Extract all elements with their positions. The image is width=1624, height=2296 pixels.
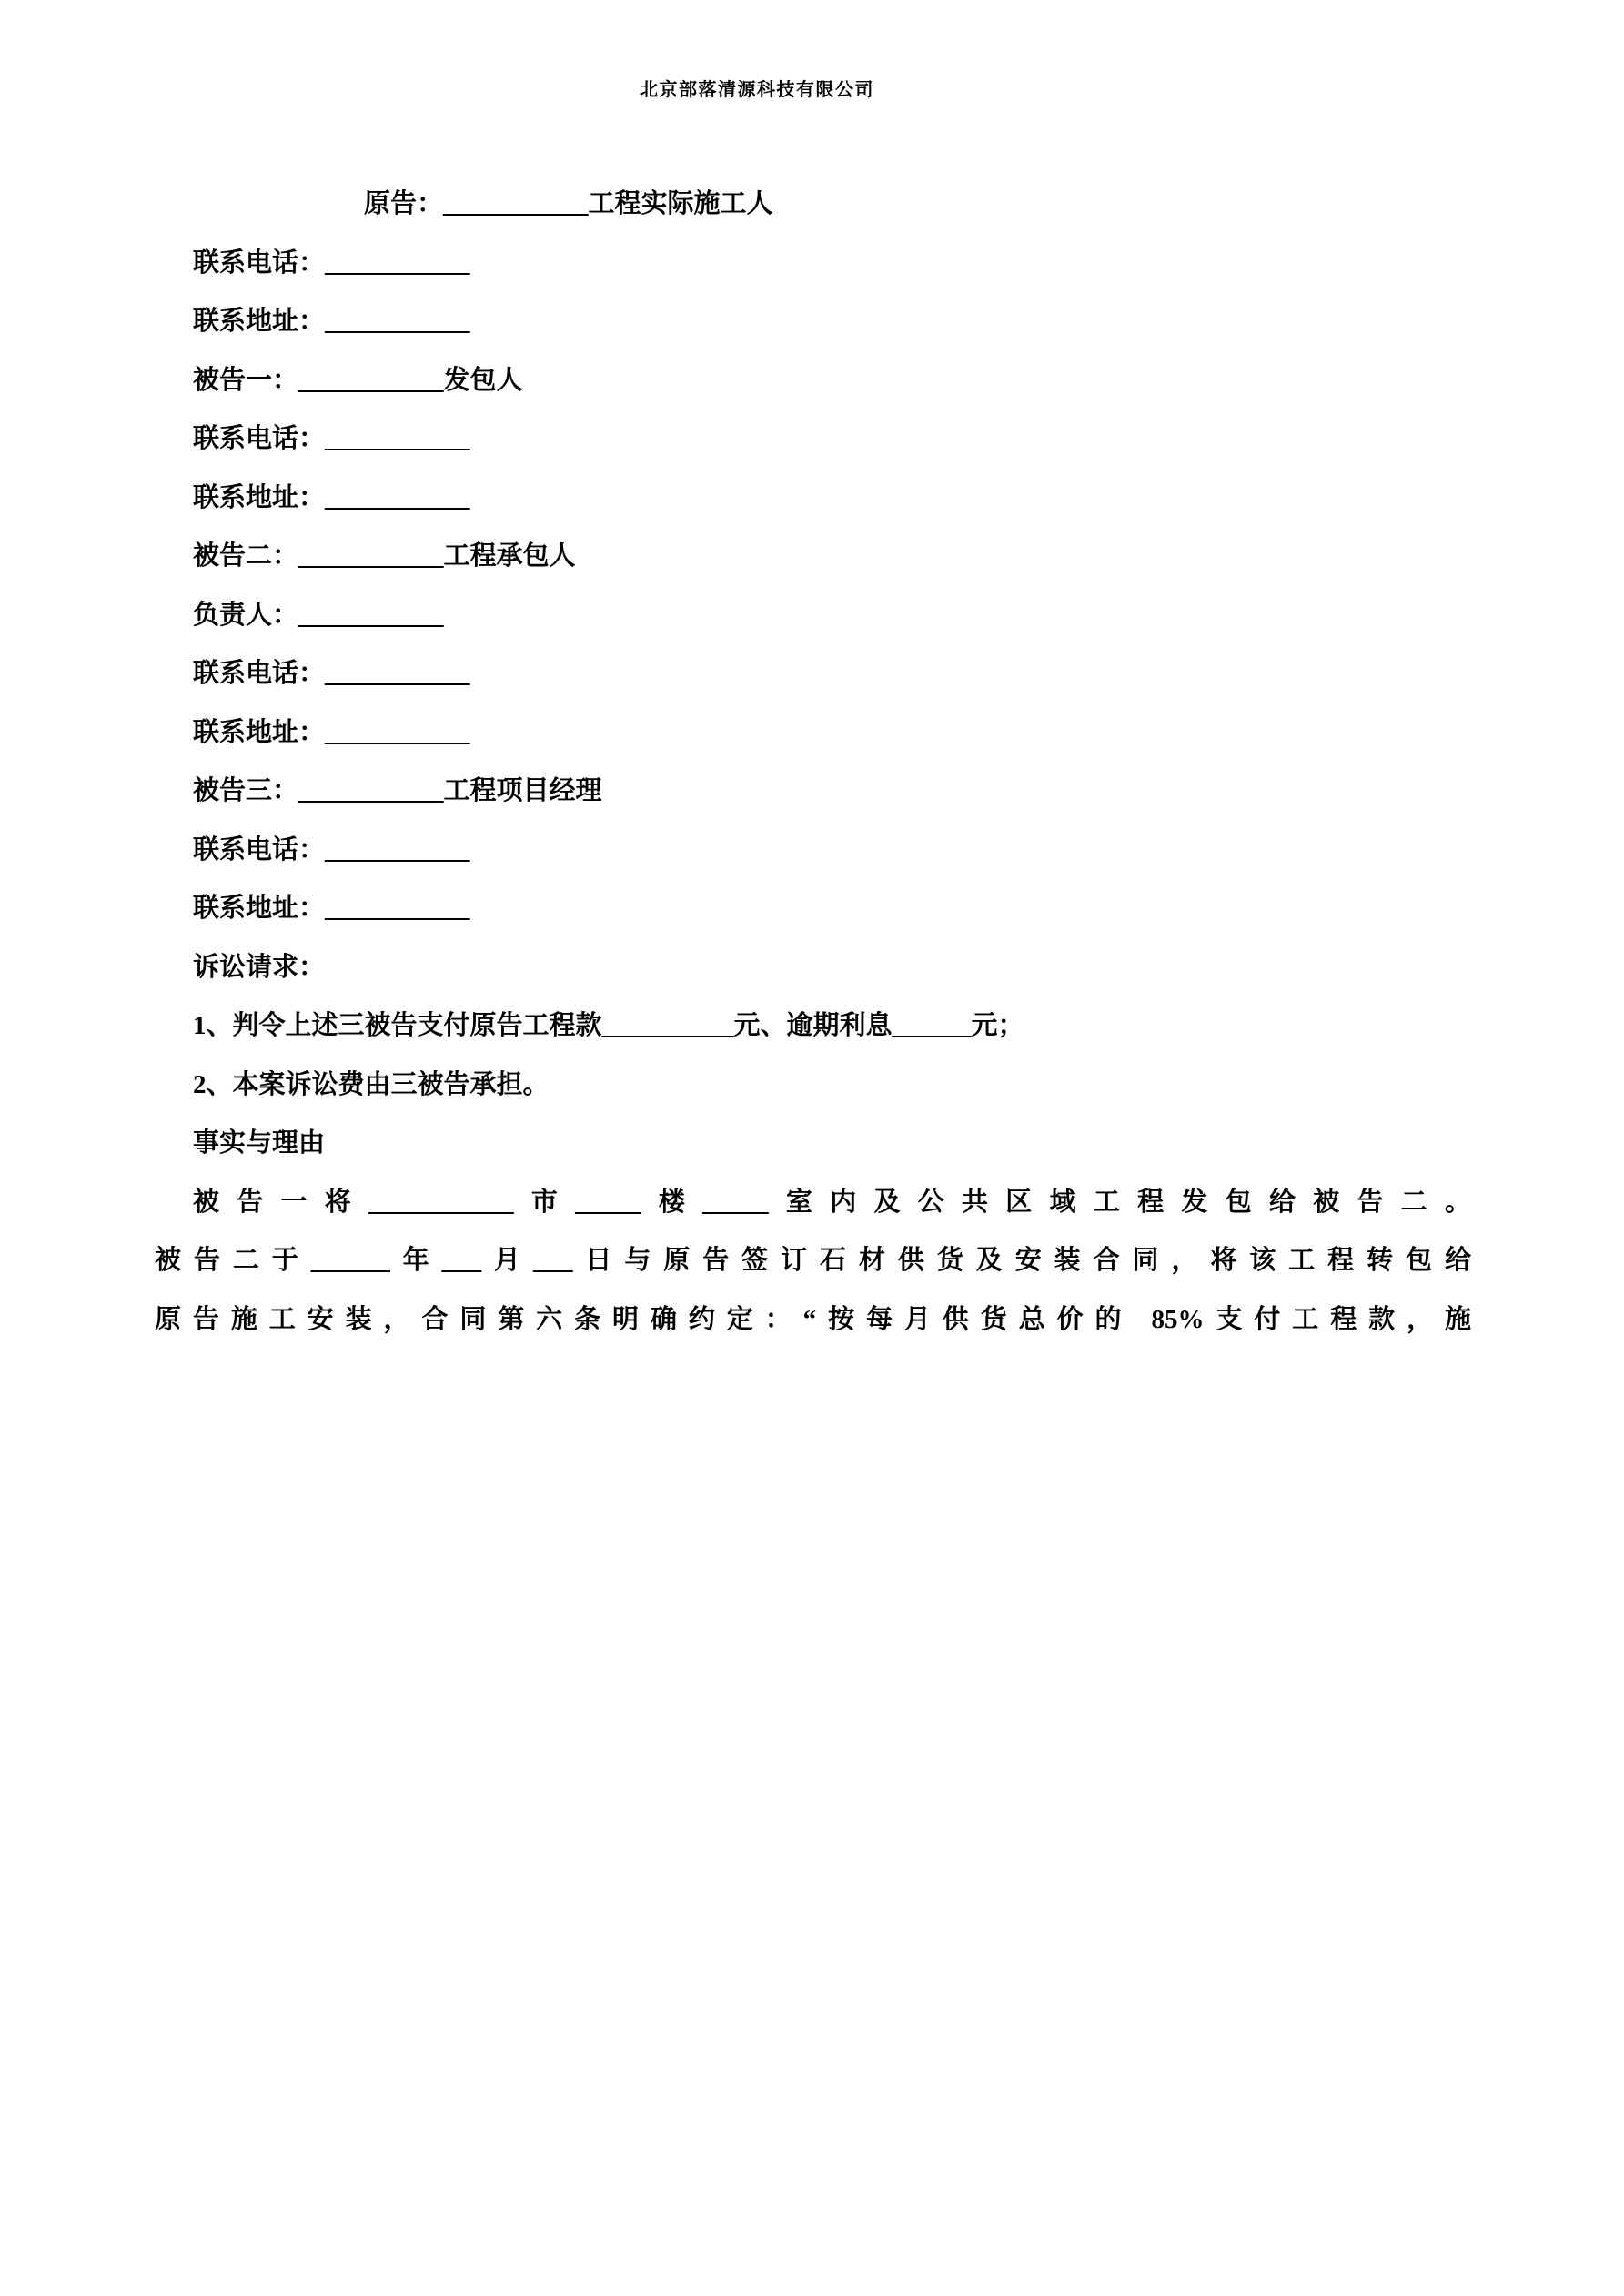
document-line: 联系地址：___________ — [193, 482, 470, 512]
company-header: 北京部落清源科技有限公司 — [640, 80, 874, 100]
document-line: 被告三：___________工程项目经理 — [193, 776, 602, 805]
document-line: 联系地址：___________ — [193, 717, 470, 747]
document-line: 联系电话：___________ — [193, 424, 470, 453]
document-line: 联系电话：___________ — [193, 834, 470, 865]
document-line: 1、判令上述三被告支付原告工程款__________元、逾期利息______元； — [193, 1011, 1024, 1040]
document-line: 原告施工安装，合同第六条明确约定：“按每月供货总价的 85%支付工程款，施 — [155, 1304, 1471, 1334]
document-line: 负责人：___________ — [193, 600, 444, 630]
document-line: 被告一将___________市_____楼_____室内及公共区域工程发包给被告二。 — [193, 1187, 1471, 1217]
document-line: 原告：___________工程实际施工人 — [364, 189, 773, 218]
document-line: 被告一：___________发包人 — [193, 365, 523, 395]
document-line: 被告二于______年___月___日与原告签订石材供货及安装合同，将该工程转包给 — [155, 1246, 1471, 1275]
document-line: 2、本案诉讼费由三被告承担。 — [193, 1069, 550, 1099]
document-line: 事实与理由 — [193, 1128, 326, 1158]
document-line: 被告二：___________工程承包人 — [193, 541, 576, 571]
document-line: 诉讼请求： — [193, 952, 326, 982]
document-line: 联系地址：___________ — [193, 307, 470, 336]
document-line: 联系地址：___________ — [193, 894, 470, 923]
document-line: 联系电话：___________ — [193, 248, 470, 278]
document-body — [155, 175, 1471, 1349]
document-line: 联系电话：___________ — [193, 659, 470, 688]
